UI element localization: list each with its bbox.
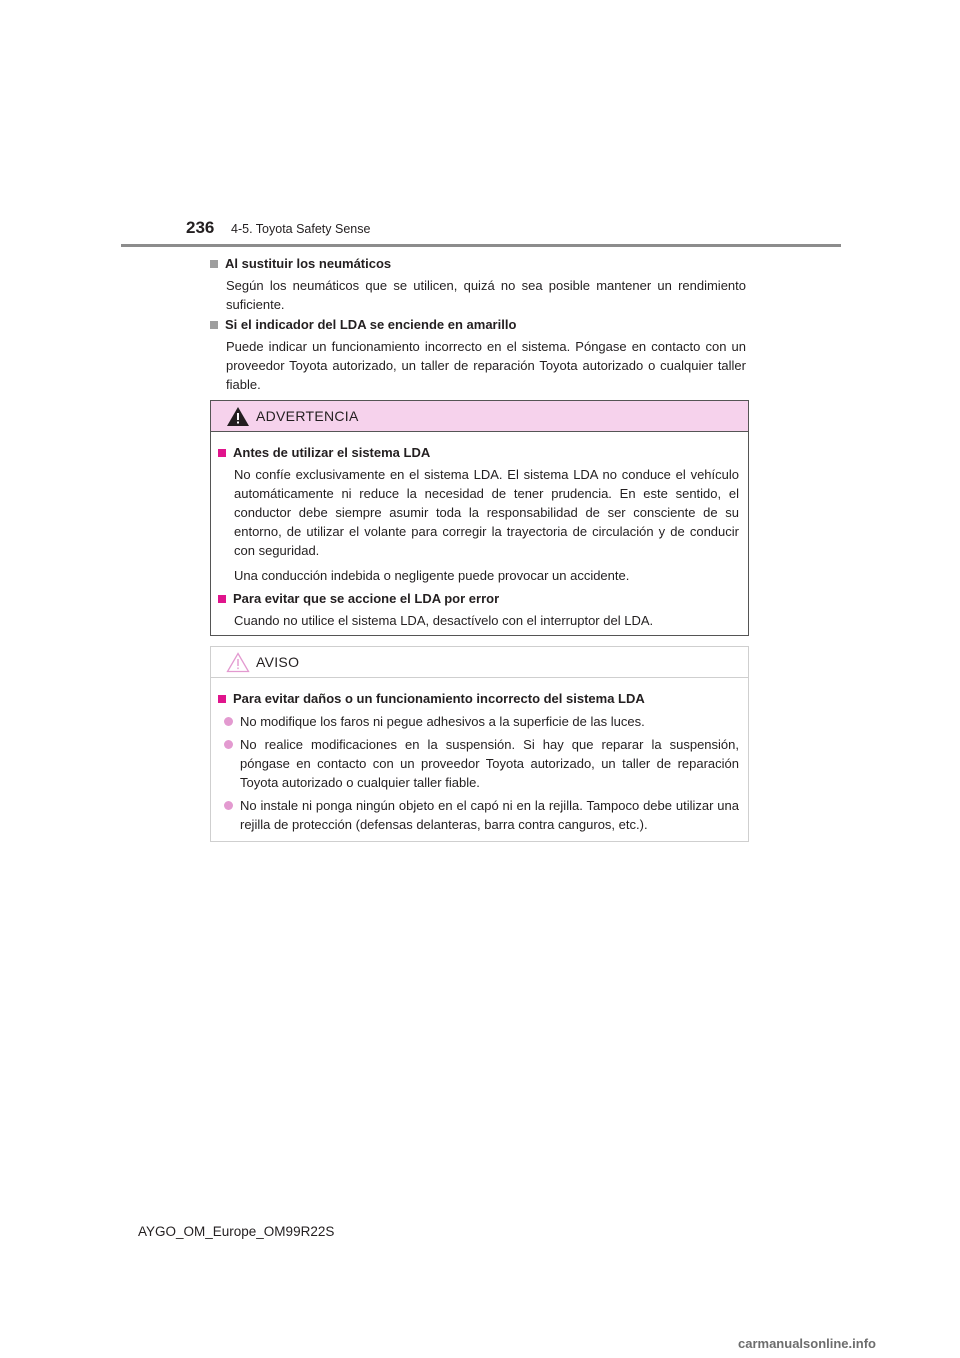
warning-section-heading [218,590,739,608]
warning-section-heading-text: Antes de utilizar el sistema LDA [233,445,431,460]
caution-heading [218,690,739,708]
caution-header [211,647,748,678]
circle-bullet-icon [224,717,233,726]
section-title: 4-5. Toyota Safety Sense [231,222,371,236]
caution-bullet [224,796,739,834]
warning-triangle-icon [226,406,250,427]
caution-box [210,646,749,842]
warning-header [211,401,748,432]
topic-tyres [210,255,746,314]
square-bullet-icon [210,321,218,329]
caution-bullet [224,735,739,792]
caution-title: AVISO [256,654,300,670]
warning-body [211,432,748,645]
page-number: 236 [186,218,215,237]
caution-bullet-text: No instale ni ponga ningún objeto en el capó ni en la rejilla. Tampoco debe utilizar una rejilla de protección (defensas delanteras, barra contra canguros, etc.). [240,798,739,832]
circle-bullet-icon [224,740,233,749]
warning-title: ADVERTENCIA [256,408,359,424]
caution-bullet [224,712,739,731]
square-bullet-icon [218,695,226,703]
caution-triangle-icon [226,652,250,673]
caution-heading-text: Para evitar daños o un funcionamiento incorrecto del sistema LDA [233,691,645,706]
warning-paragraph: Cuando no utilice el sistema LDA, desactívelo con el interruptor del LDA. [234,613,654,628]
warning-box [210,400,749,636]
topic-heading-text: Al sustituir los neumáticos [225,256,392,271]
caution-bullet-text: No modifique los faros ni pegue adhesivos a la superficie de las luces. [240,714,645,729]
warning-section [218,590,739,630]
caution-bullet-text: No realice modificaciones en la suspensión. Si hay que reparar la suspensión, póngase en contacto con un proveedor Toyota autorizado, un taller de reparación Toyota autorizado o cualquier taller fiable. [240,737,739,790]
document-code: AYGO_OM_Europe_OM99R22S [138,1224,335,1239]
caution-body [211,678,748,844]
topic-heading [210,255,746,273]
warning-section-heading [218,444,739,462]
topic-text: Según los neumáticos que se utilicen, quizá no sea posible mantener un rendimiento suficiente. [226,278,746,312]
topic-lda-indicator [210,316,746,394]
topic-text: Puede indicar un funcionamiento incorrecto en el sistema. Póngase en contacto con un proveedor Toyota autorizado, un taller de reparación Toyota autorizado o cualquier taller fiable. [226,339,746,392]
topic-heading [210,316,746,334]
square-bullet-icon [218,595,226,603]
square-bullet-icon [218,449,226,457]
watermark[interactable]: carmanualsonline.info [738,1336,876,1351]
warning-section-heading-text: Para evitar que se accione el LDA por error [233,591,500,606]
circle-bullet-icon [224,801,233,810]
topic-heading-text: Si el indicador del LDA se enciende en amarillo [225,317,517,332]
square-bullet-icon [210,260,218,268]
warning-section [218,444,739,585]
header-divider [121,244,841,247]
warning-paragraph: Una conducción indebida o negligente puede provocar un accidente. [234,568,630,583]
warning-paragraph: No confíe exclusivamente en el sistema LDA. El sistema LDA no conduce el vehículo automáticamente ni reduce la necesidad de tener prudencia. En este sentido, el conductor debe siempre asumir toda la responsabilidad de ser consciente de su entorno, de utilizar el volante para corregir la trayectoria de circulación y de conducir con seguridad. [234,467,739,558]
